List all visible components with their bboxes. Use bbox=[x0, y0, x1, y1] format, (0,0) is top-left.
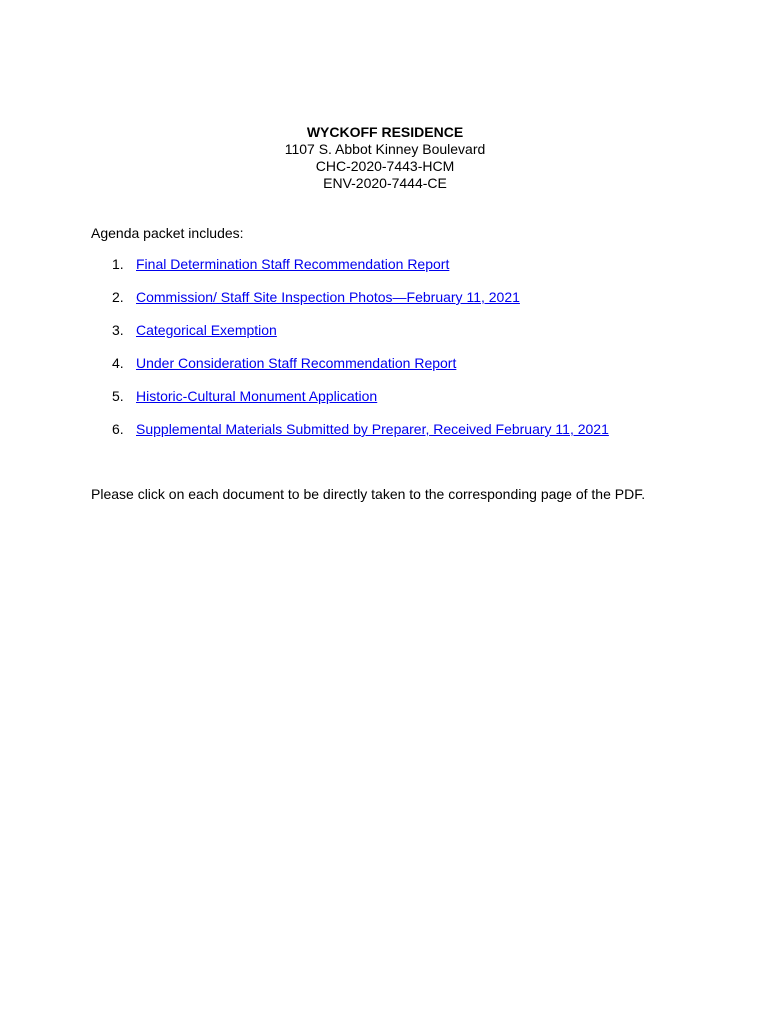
agenda-item-number: 1. bbox=[112, 256, 124, 272]
link-under-consideration-report[interactable]: Under Consideration Staff Recommendation Report bbox=[136, 355, 457, 371]
agenda-item-number: 4. bbox=[112, 355, 124, 371]
agenda-item-number: 3. bbox=[112, 322, 124, 338]
agenda-item-number: 2. bbox=[112, 289, 124, 305]
agenda-item-6 bbox=[112, 421, 609, 438]
case-number-chc: CHC-2020-7443-HCM bbox=[315, 158, 455, 174]
property-address: 1107 S. Abbot Kinney Boulevard bbox=[284, 141, 486, 157]
link-hcm-application[interactable]: Historic-Cultural Monument Application bbox=[136, 388, 378, 404]
agenda-item-number: 5. bbox=[112, 388, 124, 404]
agenda-item-2 bbox=[112, 289, 609, 306]
agenda-item-number: 6. bbox=[112, 421, 124, 437]
document-header bbox=[0, 124, 770, 192]
instruction-note: Please click on each document to be directly taken to the corresponding page of the PDF. bbox=[91, 486, 646, 502]
agenda-item-4 bbox=[112, 355, 609, 372]
document-title: WYCKOFF RESIDENCE bbox=[306, 124, 464, 140]
link-supplemental-materials[interactable]: Supplemental Materials Submitted by Preparer, Received February 11, 2021 bbox=[136, 421, 609, 437]
agenda-intro: Agenda packet includes: bbox=[91, 225, 244, 241]
link-categorical-exemption[interactable]: Categorical Exemption bbox=[136, 322, 277, 338]
agenda-list bbox=[112, 256, 609, 454]
agenda-item-5 bbox=[112, 388, 609, 405]
case-number-env: ENV-2020-7444-CE bbox=[323, 175, 447, 191]
link-site-inspection-photos[interactable]: Commission/ Staff Site Inspection Photos—February 11, 2021 bbox=[136, 289, 520, 305]
link-final-determination-report[interactable]: Final Determination Staff Recommendation Report bbox=[136, 256, 450, 272]
agenda-item-1 bbox=[112, 256, 609, 273]
agenda-item-3 bbox=[112, 322, 609, 339]
